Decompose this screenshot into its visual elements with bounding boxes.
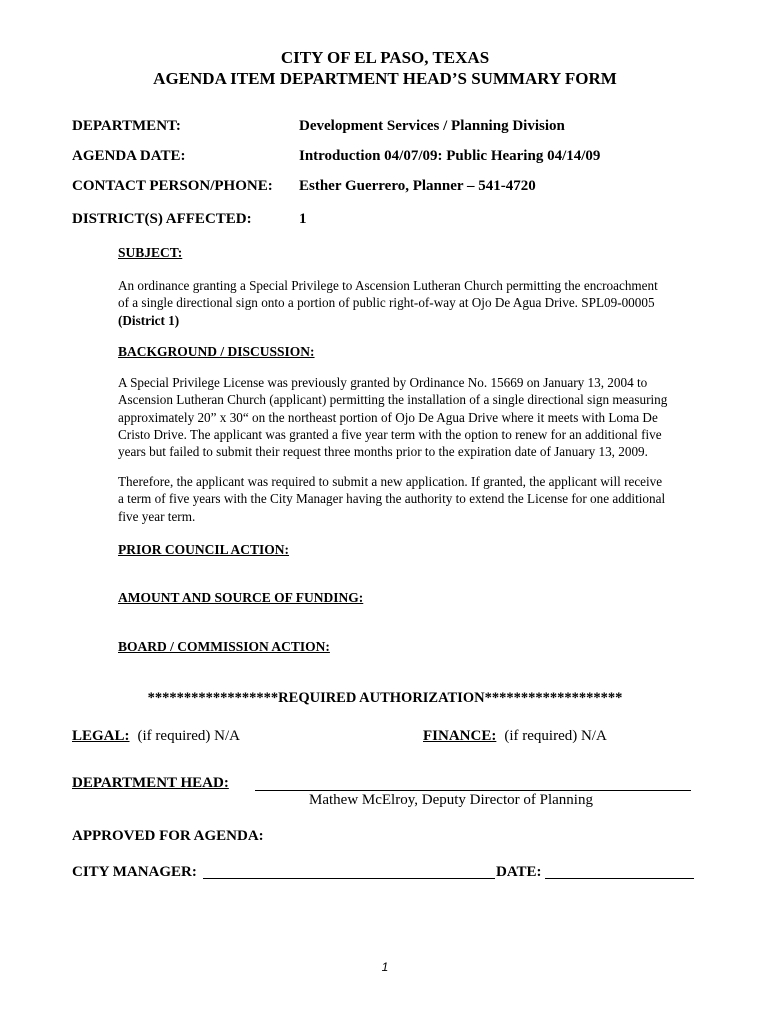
prior-council-heading: PRIOR COUNCIL ACTION:: [118, 542, 290, 557]
subject-line: of a single directional sign onto a portion of public right-of-way at Ojo De Agua Drive. SPL09-00005: [118, 295, 655, 311]
page-number: 1: [381, 960, 389, 974]
finance-value: (if required) N/A: [504, 728, 607, 744]
agenda-date-label: AGENDA DATE:: [72, 148, 186, 164]
finance-label: FINANCE:: [423, 728, 497, 744]
date-label: DATE:: [496, 864, 542, 880]
background-line: five year term.: [118, 508, 196, 524]
background-line: Cristo Drive. The applicant was granted a five year term with the option to renew for an additional five: [118, 426, 662, 442]
subject-line: An ordinance granting a Special Privilege to Ascension Lutheran Church permitting the encroachment: [118, 278, 658, 293]
background-heading: BACKGROUND / DISCUSSION:: [118, 344, 315, 359]
approved-for-agenda-label: APPROVED FOR AGENDA:: [72, 828, 264, 844]
background-line: Therefore, the applicant was required to submit a new application. If granted, the applicant will receive: [118, 474, 663, 489]
finance-row: [423, 727, 607, 745]
form-title-line2: AGENDA ITEM DEPARTMENT HEAD’S SUMMARY FORM: [153, 69, 617, 88]
contact-label: CONTACT PERSON/PHONE:: [72, 178, 273, 194]
department-head-label: DEPARTMENT HEAD:: [72, 775, 229, 791]
agenda-date-value: Introduction 04/07/09: Public Hearing 04/14/09: [299, 148, 601, 164]
board-heading: BOARD / COMMISSION ACTION:: [118, 639, 330, 654]
subject-text: [118, 277, 702, 329]
background-paragraph-2: [118, 473, 702, 525]
background-line: a term of five years with the City Manager having the authority to extend the License for one additional: [118, 491, 666, 507]
background-line: approximately 20” x 30“ on the northeast portion of Ojo De Agua Drive where it meets with Loma De: [118, 409, 658, 425]
city-manager-label: CITY MANAGER:: [72, 864, 197, 880]
legal-row: [72, 727, 240, 745]
background-paragraph-1: [118, 374, 702, 460]
background-line: years but failed to submit their request three months prior to the expiration date of January 13, 2009.: [118, 444, 648, 460]
subject-heading: SUBJECT:: [118, 245, 183, 260]
legal-value: (if required) N/A: [137, 728, 240, 744]
department-label: DEPARTMENT:: [72, 118, 181, 134]
form-title-line1: CITY OF EL PASO, TEXAS: [280, 48, 490, 67]
districts-label: DISTRICT(S) AFFECTED:: [72, 211, 252, 227]
legal-label: LEGAL:: [72, 728, 130, 744]
department-head-signature-line: [255, 790, 691, 791]
subject-district: (District 1): [118, 312, 180, 328]
districts-value: 1: [299, 211, 307, 227]
city-manager-signature-line: [203, 878, 495, 879]
background-line: A Special Privilege License was previously granted by Ordinance No. 15669 on January 13, 2004 to: [118, 375, 648, 390]
required-authorization-banner: ******************REQUIRED AUTHORIZATION*******************: [147, 690, 623, 706]
department-value: Development Services / Planning Division: [299, 118, 565, 134]
contact-value: Esther Guerrero, Planner – 541-4720: [299, 178, 536, 194]
funding-heading: AMOUNT AND SOURCE OF FUNDING:: [118, 590, 364, 605]
department-head-name: Mathew McElroy, Deputy Director of Planning: [309, 792, 593, 808]
date-signature-line: [545, 878, 694, 879]
background-line: Ascension Lutheran Church (applicant) permitting the installation of a single directional sign measuring: [118, 392, 668, 408]
